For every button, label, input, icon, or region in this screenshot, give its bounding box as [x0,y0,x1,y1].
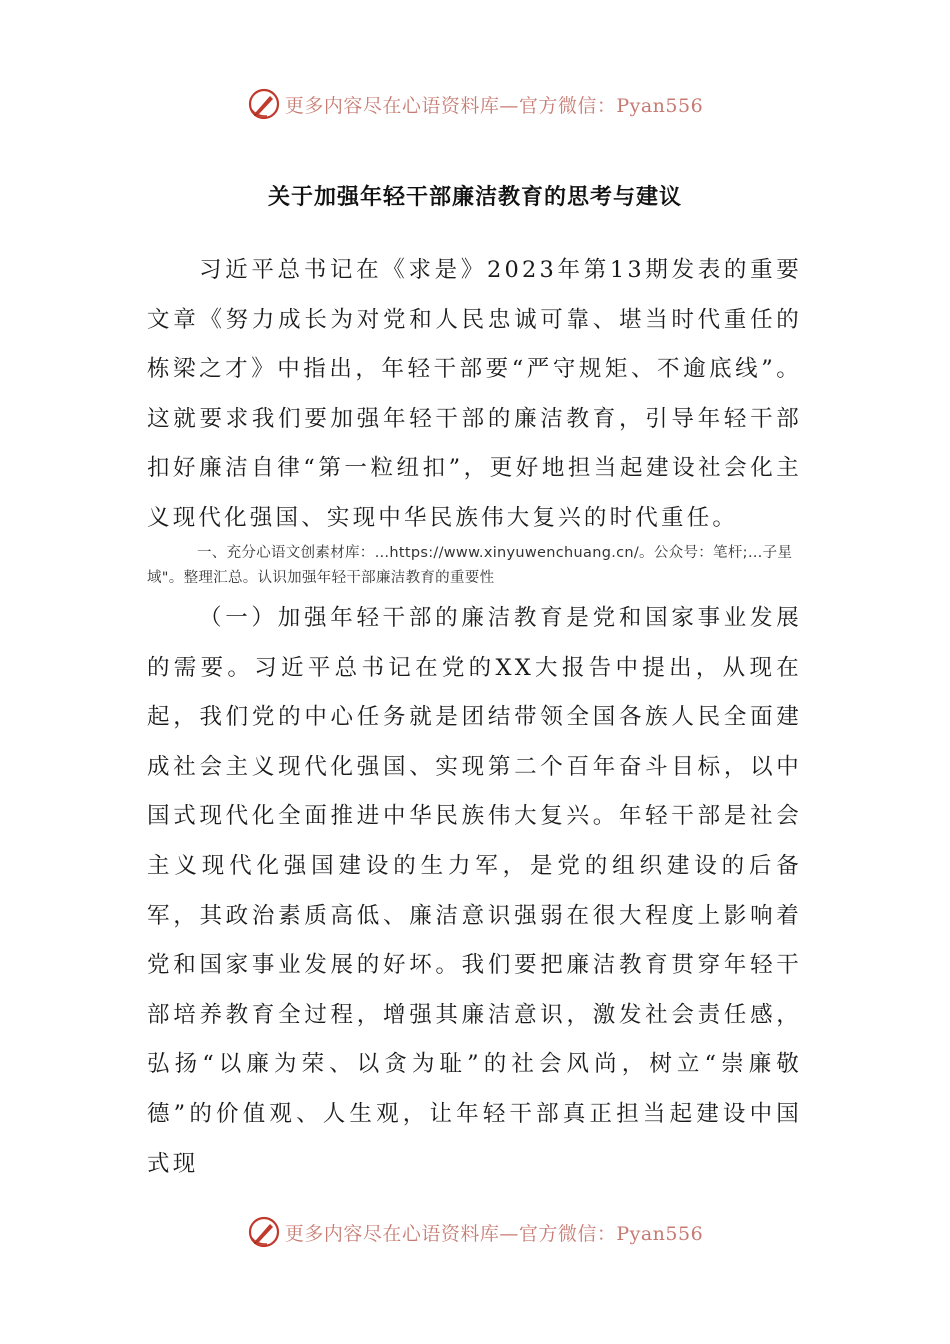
document-title: 关于加强年轻干部廉洁教育的思考与建议 [267,185,682,210]
pen-logo-icon [247,87,281,121]
header-banner [0,84,950,124]
section-heading-note: 一、充分心语文创素材库：…https://www.xinyuwenchuang.cn/。公众号：笔杆;…子星域"。整理汇总。认识加强年轻干部廉洁教育的重要性 [147,545,793,586]
body-paragraph: （一）加强年轻干部的廉洁教育是党和国家事业发展的需要。习近平总书记在党的XX大报告中提出，从现在起，我们党的中心任务就是团结带领全国各族人民全面建成社会主义现代化强国、实现第二个百年奋斗目标，以中国式现代化全面推进中华民族伟大复兴。年轻干部是社会主义现代化强国建设的生力军，是党的组织建设的后备军，其政治素质高低、廉洁意识强弱在很大程度上影响着党和国家事业发展的好坏。我们要把廉洁教育贯穿年轻干部培养教育全过程，增强其廉洁意识，激发社会责任感，弘扬“以廉为荣、以贪为耻”的社会风尚，树立“崇廉敬德”的价值观、人生观，让年轻干部真正担当起建设中国式现 [147,605,802,1177]
pen-logo-icon [247,1215,281,1249]
footer-banner-text: 更多内容尽在心语资料库—官方微信：Pyan556 [284,1222,704,1245]
header-banner-text: 更多内容尽在心语资料库—官方微信：Pyan556 [284,94,704,117]
intro-paragraph: 习近平总书记在《求是》2023年第13期发表的重要文章《努力成长为对党和人民忠诚可靠、堪当时代重任的栋梁之才》中指出，年轻干部要“严守规矩、不逾底线”。这就要求我们要加强年轻干部的廉洁教育，引导年轻干部扣好廉洁自律“第一粒纽扣”，更好地担当起建设社会化主义现代化强国、实现中华民族伟大复兴的时代重任。 [147,257,802,531]
footer-banner [0,1212,950,1252]
